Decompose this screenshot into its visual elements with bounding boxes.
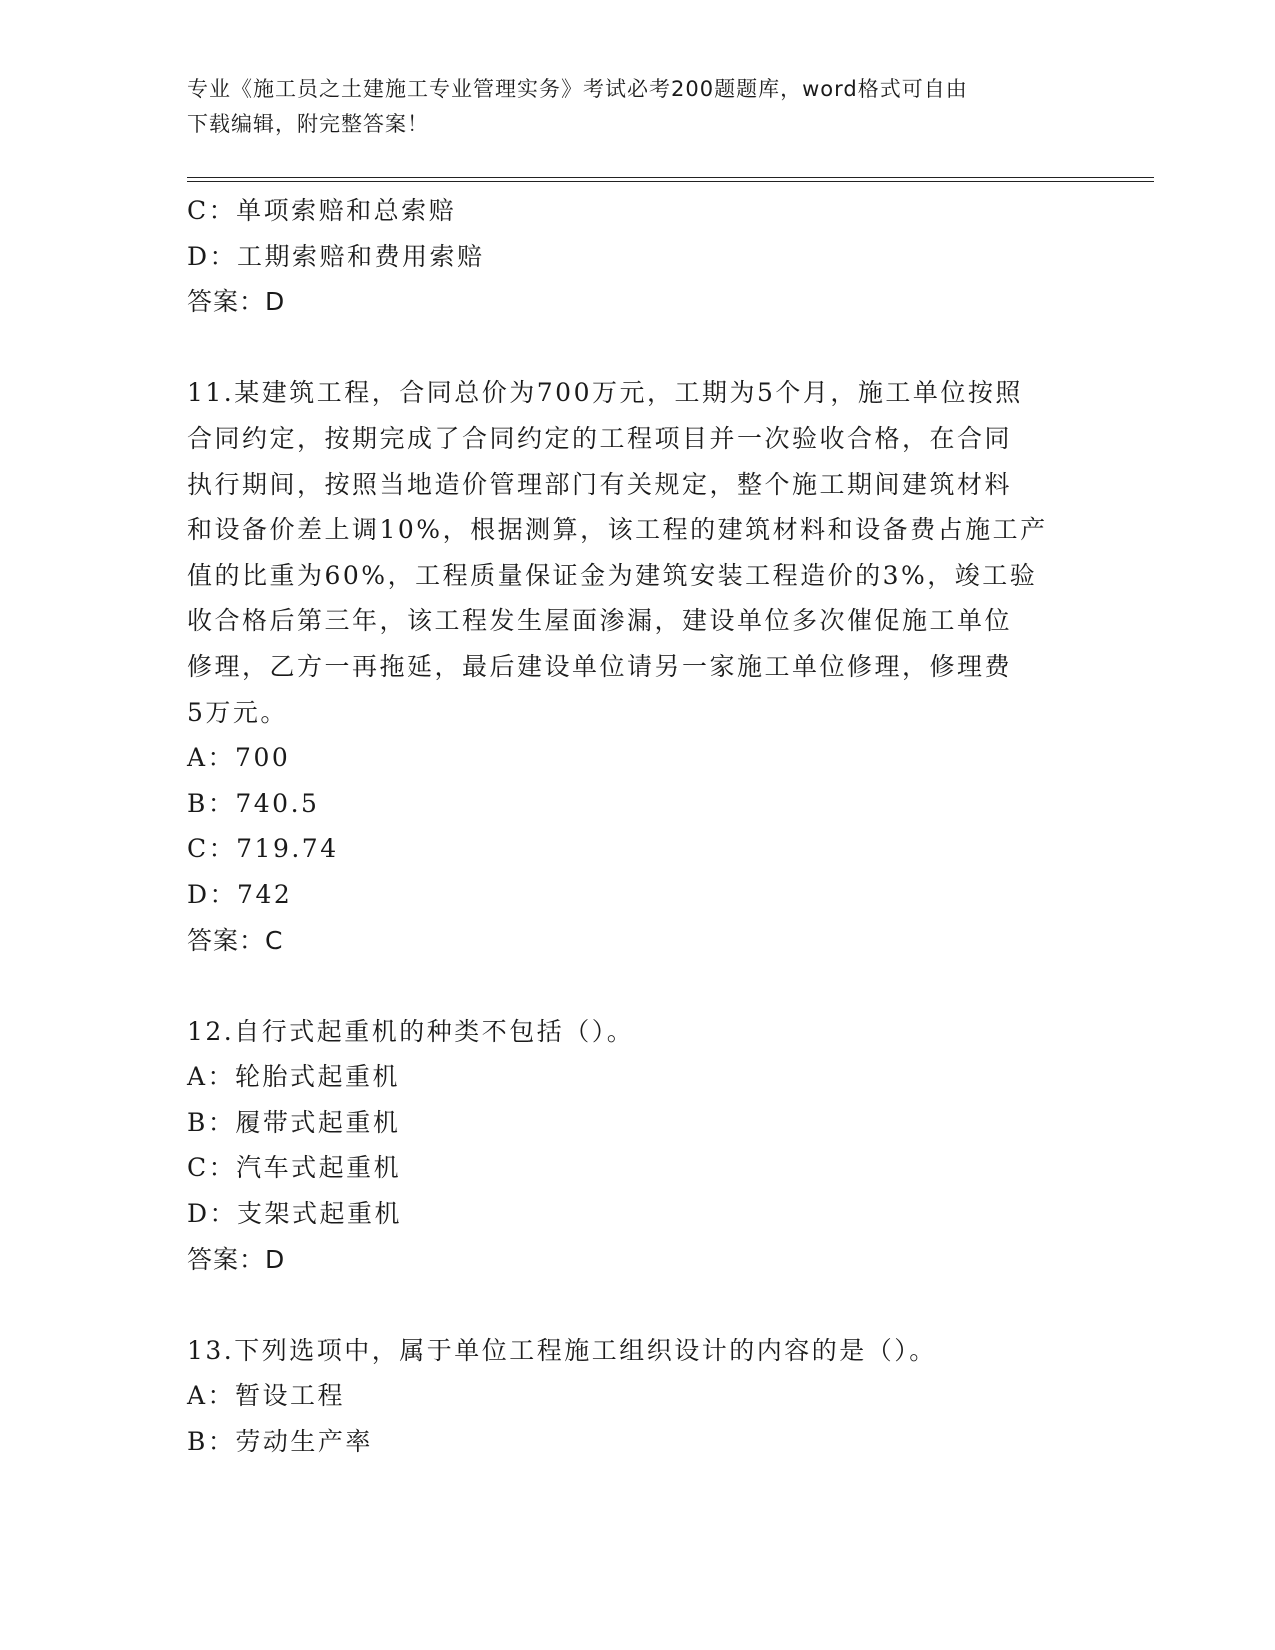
q11-stem [187,370,1087,735]
q12-stem: 12.自行式起重机的种类不包括（）。 [187,1016,635,1046]
q11-stem-line: 和设备价差上调10%，根据测算，该工程的建筑材料和设备费占施工产 [187,515,1048,545]
q10-answer: 答案：D [187,287,286,317]
document-header [187,72,1087,142]
q13-option-a: A：暂设工程 [187,1381,346,1411]
header-line-2: 下载编辑，附完整答案！ [187,112,429,136]
spacer [187,325,1087,371]
q11-stem-line: 11.某建筑工程，合同总价为700万元，工期为5个月，施工单位按照 [187,378,1023,408]
header-line-1: 专业《施工员之土建施工专业管理实务》考试必考200题题库，word格式可自由 [187,77,968,101]
q12-option-b: B：履带式起重机 [187,1107,401,1137]
q10-option-d: D：工期索赔和费用索赔 [187,241,485,271]
q11-stem-line: 值的比重为60%，工程质量保证金为建筑安装工程造价的3%，竣工验 [187,560,1038,590]
q12-answer: 答案：D [187,1244,286,1274]
q11-stem-line: 修理，乙方一再拖延，最后建设单位请另一家施工单位修理，修理费 [187,651,1013,681]
q12-option-a: A：轮胎式起重机 [187,1062,401,1092]
q11-option-b: B：740.5 [187,788,320,818]
q13-stem: 13.下列选项中，属于单位工程施工组织设计的内容的是（）。 [187,1335,937,1365]
q11-stem-line: 5万元。 [187,697,288,727]
q11-stem-line: 合同约定，按期完成了合同约定的工程项目并一次验收合格，在合同 [187,423,1013,453]
q12-option-c: C：汽车式起重机 [187,1153,402,1183]
q11-answer: 答案：C [187,925,284,955]
q11-option-a: A：700 [187,743,291,773]
q11-option-c: C：719.74 [187,834,339,864]
spacer [187,963,1087,1009]
q11-stem-line: 执行期间，按照当地造价管理部门有关规定，整个施工期间建筑材料 [187,469,1013,499]
header-divider [187,177,1154,182]
q10-option-c: C：单项索赔和总索赔 [187,196,457,225]
q11-stem-line: 收合格后第三年，该工程发生屋面渗漏，建设单位多次催促施工单位 [187,606,1013,636]
spacer [187,1282,1087,1328]
q12-option-d: D：支架式起重机 [187,1199,403,1229]
q11-option-d: D：742 [187,879,293,909]
q13-option-b: B：劳动生产率 [187,1427,373,1457]
question-content [187,188,1087,1465]
